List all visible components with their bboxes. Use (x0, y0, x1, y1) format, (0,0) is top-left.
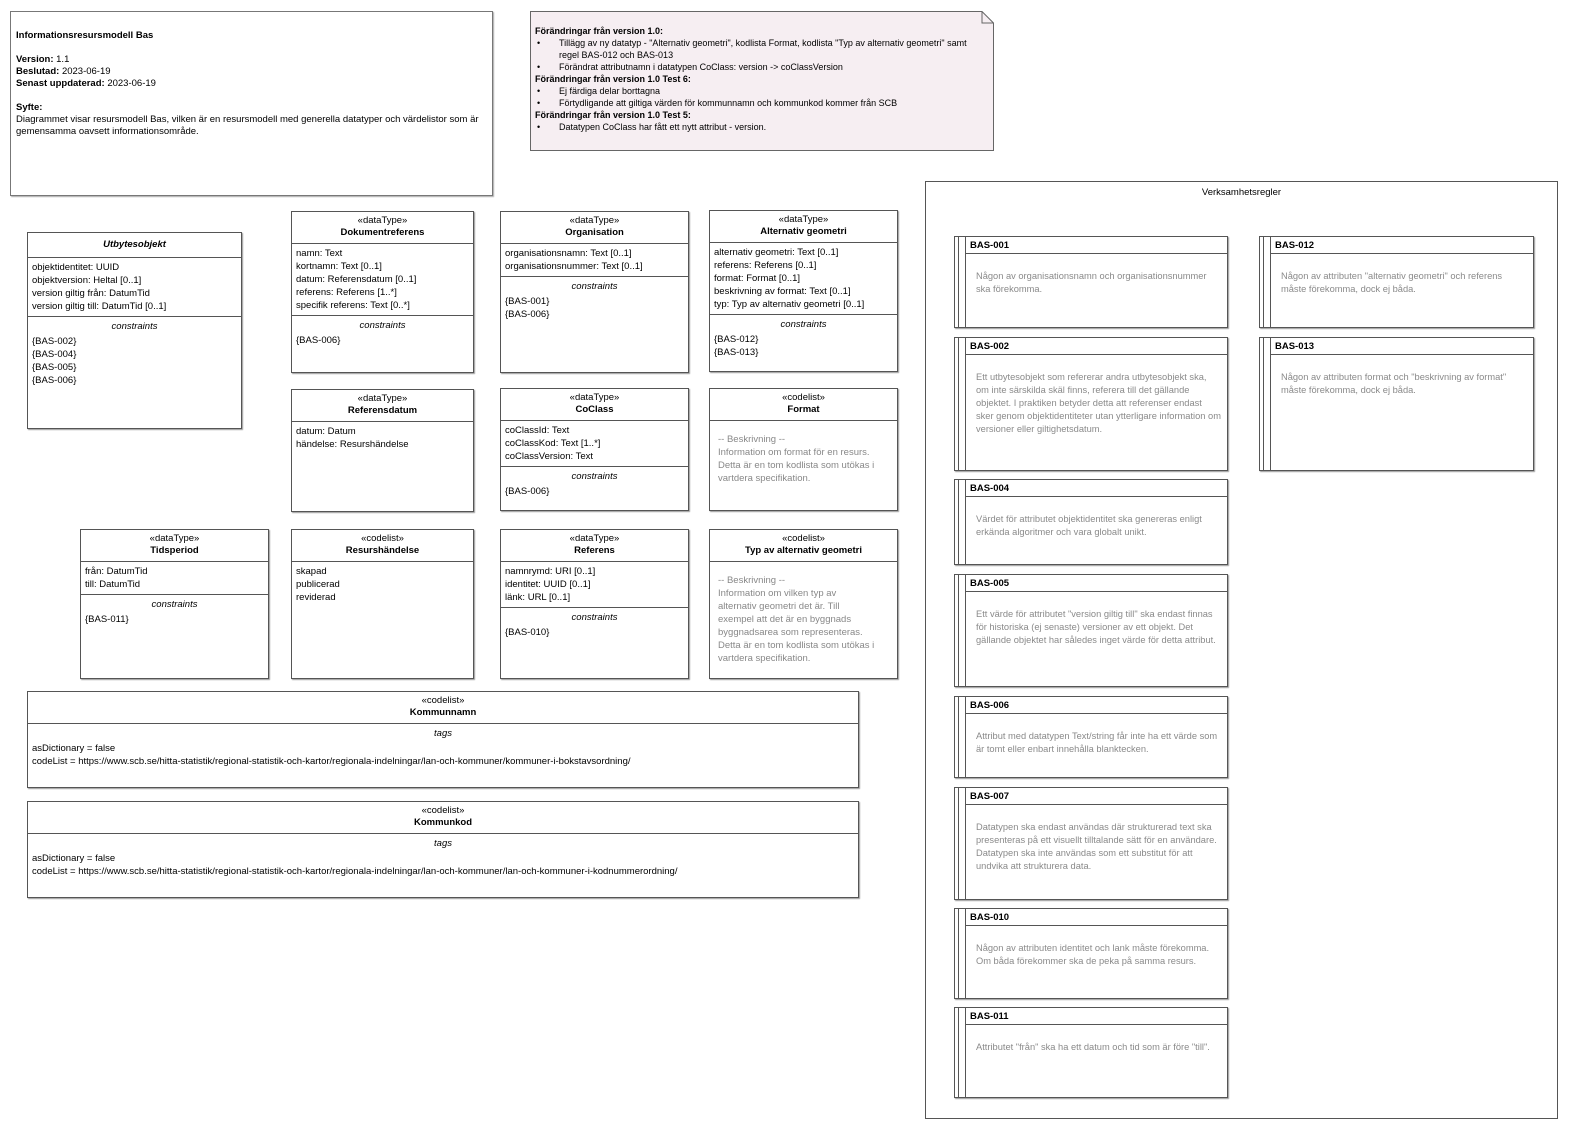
class-header (28, 233, 241, 258)
rule-bar (955, 338, 966, 470)
class-attribute: identitet: UUID [0..1] (505, 579, 591, 590)
class-name: Kommunnamn (409, 707, 477, 718)
class-constraints (81, 611, 268, 628)
rule-text: Ett utbytesobjekt som refererar andra utbytesobjekt ska, om inte särskilda skäl finns, referera till det gällande objektet. I praktiken betyder detta att referenser endast sker genom objektidentiteter utan ytterligare information om versioner eller giltighetsdatum. (976, 372, 1221, 434)
class-dokumentreferens[interactable] (291, 211, 474, 373)
class-attribute: länk: URL [0..1] (505, 592, 571, 603)
class-stereotype: «dataType» (149, 533, 200, 544)
class-name: Kommunkod (413, 817, 473, 828)
model-info-note (10, 11, 493, 196)
rule-bas-001[interactable] (954, 236, 1228, 328)
constraint: {BAS-005} (32, 362, 77, 373)
class-attribute: organisationsnamn: Text [0..1] (505, 248, 632, 259)
class-header (501, 530, 688, 562)
class-header (292, 390, 473, 422)
codelist-kommunkod[interactable] (27, 801, 859, 898)
description-line: alternativ geometri det är. Till (718, 601, 840, 612)
changes-list (535, 25, 984, 133)
class-name: Referens (574, 545, 615, 556)
description-line: exempel att det är en byggnads (718, 614, 852, 625)
class-stereotype: «dataType» (569, 392, 620, 403)
class-section-title: constraints (571, 471, 618, 482)
rule-text: Datatypen ska endast användas där strukturerad text ska presenteras på ett visuellt tilltalande sätt för en användare. Datatypen ska inte användas som ett substitut för att undvika att strukturera data. (976, 822, 1217, 871)
class-name: Utbytesobjekt (103, 239, 166, 250)
class-constraints (501, 624, 688, 641)
rule-text: Någon av attributen identitet och lank måste förekomma. Om båda förekommer ska de peka på samma resurs. (976, 943, 1210, 966)
rule-bas-004[interactable] (954, 479, 1228, 565)
class-name: Organisation (565, 227, 624, 238)
class-attributes (292, 244, 473, 316)
rule-id: BAS-005 (965, 575, 1227, 592)
codelist-description (710, 421, 897, 497)
class-attribute: objektidentitet: UUID (32, 262, 120, 273)
class-stereotype: «codelist» (421, 805, 465, 816)
class-name: Dokumentreferens (340, 227, 425, 238)
class-section-title: tags (434, 728, 452, 739)
updated-line: Senast uppdaterad: 2023-06-19 (16, 78, 156, 89)
class-section-title: constraints (111, 321, 158, 332)
class-attribute: organisationsnummer: Text [0..1] (505, 261, 643, 272)
codelist-kommunnamn[interactable] (27, 691, 859, 788)
class-attributes (501, 562, 688, 608)
codelist-format[interactable] (709, 388, 898, 511)
description-line: -- Beskrivning -- (718, 434, 786, 445)
changes-note (530, 11, 994, 151)
class-header (710, 389, 897, 421)
class-header (501, 389, 688, 421)
class-attribute: objektversion: Heltal [0..1] (32, 275, 142, 286)
class-attribute: händelse: Resurshändelse (296, 439, 409, 450)
class-stereotype: «codelist» (361, 533, 404, 544)
rule-text: Värdet för attributet objektidentitet ska genereras enligt erkända algoritmer och vara globalt unikt. (976, 514, 1202, 537)
class-section-title: constraints (571, 281, 618, 292)
class-attribute: beskrivning av format: Text [0..1] (714, 286, 851, 297)
class-referens[interactable] (500, 529, 689, 679)
class-referensdatum[interactable] (291, 389, 474, 512)
changes-heading: Förändringar från version 1.0 Test 5: (535, 110, 691, 120)
tag-value: asDictionary = false (32, 743, 116, 754)
class-attribute: referens: Referens [1..*] (296, 287, 397, 298)
rule-bas-011[interactable] (954, 1007, 1228, 1098)
constraint: {BAS-006} (505, 486, 550, 497)
description-line: Detta är en tom kodlista som utökas i (718, 640, 875, 651)
class-name: Tidsperiod (150, 545, 199, 556)
class-section-title: constraints (571, 612, 618, 623)
class-stereotype: «dataType» (357, 393, 408, 404)
class-tags (28, 850, 858, 880)
class-attributes (501, 421, 688, 467)
rule-bas-002[interactable] (954, 337, 1228, 471)
rule-bas-007[interactable] (954, 787, 1228, 900)
class-attribute: publicerad (296, 579, 340, 590)
class-attribute: version giltig till: DatumTid [0..1] (32, 301, 167, 312)
class-section-title: tags (434, 838, 452, 849)
class-stereotype: «dataType» (569, 533, 620, 544)
class-attributes (292, 562, 473, 607)
changes-item: • Tillägg av ny datatyp - "Alternativ geometri", kodlista Format, kodlista "Typ av alternativ geometri" samt regel BAS-012 och BAS-013 (535, 37, 984, 61)
class-tidsperiod[interactable] (80, 529, 269, 679)
class-attribute: till: DatumTid (85, 579, 141, 590)
class-name: Format (787, 404, 820, 415)
codelist-typ-av-alternativ-geometri[interactable] (709, 529, 898, 679)
constraint: {BAS-001} (505, 296, 550, 307)
class-organisation[interactable] (500, 211, 689, 373)
class-name: CoClass (575, 404, 614, 415)
rule-id: BAS-010 (965, 909, 1227, 926)
rule-text: Någon av attributen "alternativ geometri" och referens måste förekomma, dock ej båda. (1281, 271, 1503, 294)
class-stereotype: «codelist» (421, 695, 465, 706)
rule-bas-010[interactable] (954, 908, 1228, 999)
rule-id: BAS-002 (965, 338, 1227, 355)
description-line: -- Beskrivning -- (718, 575, 786, 586)
decided-line: Beslutad: 2023-06-19 (16, 66, 111, 77)
description-line: vartdera specifikation. (718, 653, 811, 664)
rule-bar (1260, 338, 1271, 470)
class-utbytesobjekt[interactable] (27, 232, 242, 429)
class-section-title: constraints (780, 319, 827, 330)
description-line: byggnadsarea som representeras. (718, 627, 863, 638)
constraint: {BAS-006} (505, 309, 550, 320)
class-attribute: reviderad (296, 592, 336, 603)
description-line: Information om vilken typ av (718, 588, 837, 599)
changes-item: • Ej färdiga delar borttagna (535, 85, 984, 97)
rule-text: Någon av attributen format och "beskrivning av format" måste förekomma, dock ej båda. (1281, 372, 1507, 395)
rule-id: BAS-012 (1270, 237, 1533, 254)
class-attribute: typ: Typ av alternativ geometri [0..1] (714, 299, 865, 310)
rule-bas-012[interactable] (1259, 236, 1534, 328)
constraint: {BAS-002} (32, 336, 77, 347)
version-line: Version: 1.1 (16, 54, 70, 65)
description-line: Detta är en tom kodlista som utökas i (718, 460, 875, 471)
constraint: {BAS-006} (32, 375, 77, 386)
class-attribute: namn: Text (296, 248, 343, 259)
description-line: Information om format för en resurs. (718, 447, 870, 458)
class-attribute: referens: Referens [0..1] (714, 260, 817, 271)
class-constraints (501, 483, 688, 500)
changes-item: • Datatypen CoClass har fått ett nytt attribut - version. (535, 121, 984, 133)
class-attribute: från: DatumTid (85, 566, 148, 577)
class-attribute: coClassId: Text (505, 425, 570, 436)
class-attributes (292, 422, 473, 454)
codelist-resurshandelse[interactable] (291, 529, 474, 679)
rule-id: BAS-004 (965, 480, 1227, 497)
tag-value: codeList = https://www.scb.se/hitta-statistik/regional-statistik-och-kartor/regionala-indelningar/lan-och-kommuner/kommuner-i-bokstavsordning/ (32, 756, 631, 767)
description-line: vartdera specifikation. (718, 473, 811, 484)
class-header (501, 212, 688, 244)
purpose-text: Diagrammet visar resursmodell Bas, vilken är en resursmodell med generella datatyper och värdelistor som är gemensamma oavsett informationsområde. (16, 114, 479, 137)
changes-item: • Förändrat attributnamn i datatypen CoClass: version -> coClassVersion (535, 61, 984, 73)
changes-item: • Förtydligande att giltiga värden för kommunnamn och kommunkod kommer från SCB (535, 97, 984, 109)
class-name: Resurshändelse (345, 545, 420, 556)
rule-id: BAS-007 (965, 788, 1227, 805)
class-attribute: namnrymd: URI [0..1] (505, 566, 596, 577)
class-stereotype: «dataType» (357, 215, 408, 226)
class-constraints (710, 331, 897, 361)
class-stereotype: «codelist» (782, 392, 825, 403)
rule-id: BAS-011 (965, 1008, 1227, 1025)
class-attribute: version giltig från: DatumTid (32, 288, 150, 299)
class-header (710, 211, 897, 243)
class-attribute: coClassKod: Text [1..*] (505, 438, 601, 449)
class-attributes (501, 244, 688, 277)
class-attribute: kortnamn: Text [0..1] (296, 261, 382, 272)
class-constraints (28, 333, 241, 389)
class-header (292, 530, 473, 562)
changes-heading: Förändringar från version 1.0 Test 6: (535, 74, 691, 84)
tag-value: asDictionary = false (32, 853, 116, 864)
rule-id: BAS-006 (965, 697, 1227, 714)
class-attribute: datum: Datum (296, 426, 356, 437)
class-header (28, 802, 858, 834)
constraint: {BAS-010} (505, 627, 550, 638)
class-header (28, 692, 858, 724)
codelist-description (710, 562, 897, 677)
class-attribute: alternativ geometri: Text [0..1] (714, 247, 839, 258)
constraint: {BAS-006} (296, 335, 341, 346)
class-stereotype: «codelist» (782, 533, 825, 544)
rule-id: BAS-001 (965, 237, 1227, 254)
class-coclass[interactable] (500, 388, 689, 511)
class-header (81, 530, 268, 562)
rule-bas-005[interactable] (954, 574, 1228, 687)
class-alternativ-geometri[interactable] (709, 210, 898, 372)
business-rules-title: Verksamhetsregler (1201, 187, 1282, 198)
class-attributes (81, 562, 268, 595)
class-header (292, 212, 473, 244)
purpose-label: Syfte: (16, 102, 43, 113)
tag-value: codeList = https://www.scb.se/hitta-statistik/regional-statistik-och-kartor/regionala-indelningar/lan-och-kommuner/lan-och-kommuner-i-kodnummerordning/ (32, 866, 678, 877)
rule-text: Ett värde för attributet "version giltig till" ska endast finnas för historiska (ej senaste) versioner av ett objekt. Det gällande objektet har således inget värde för detta attribut. (976, 609, 1216, 645)
class-name: Alternativ geometri (760, 226, 847, 237)
class-name: Referensdatum (347, 405, 418, 416)
class-constraints (501, 293, 688, 323)
class-attributes (710, 243, 897, 315)
class-tags (28, 740, 858, 770)
class-attribute: skapad (296, 566, 327, 577)
class-stereotype: «dataType» (569, 215, 620, 226)
changes-heading: Förändringar från version 1.0: (535, 26, 664, 36)
class-attribute: coClassVersion: Text (505, 451, 594, 462)
constraint: {BAS-013} (714, 347, 759, 358)
rule-bas-013[interactable] (1259, 337, 1534, 471)
class-section-title: constraints (359, 320, 406, 331)
class-attribute: specifik referens: Text [0..*] (296, 300, 410, 311)
class-section-title: constraints (151, 599, 198, 610)
rule-text: Attributet "från" ska ha ett datum och tid som är före "till". (976, 1042, 1210, 1052)
rule-text: Någon av organisationsnamn och organisationsnummer ska förekomma. (976, 271, 1207, 294)
class-stereotype: «dataType» (778, 214, 829, 225)
class-constraints (292, 332, 473, 349)
constraint: {BAS-004} (32, 349, 77, 360)
constraint: {BAS-011} (85, 614, 129, 625)
class-name: Typ av alternativ geometri (744, 545, 863, 556)
class-attribute: datum: Referensdatum [0..1] (296, 274, 417, 285)
class-header (710, 530, 897, 562)
constraint: {BAS-012} (714, 334, 759, 345)
model-title: Informationsresursmodell Bas (16, 30, 154, 41)
class-attributes (28, 258, 241, 317)
rule-id: BAS-013 (1270, 338, 1533, 355)
rule-bas-006[interactable] (954, 696, 1228, 778)
rule-text: Attribut med datatypen Text/string får inte ha ett värde som är tomt eller enbart innehålla blanktecken. (976, 731, 1218, 754)
class-attribute: format: Format [0..1] (714, 273, 801, 284)
